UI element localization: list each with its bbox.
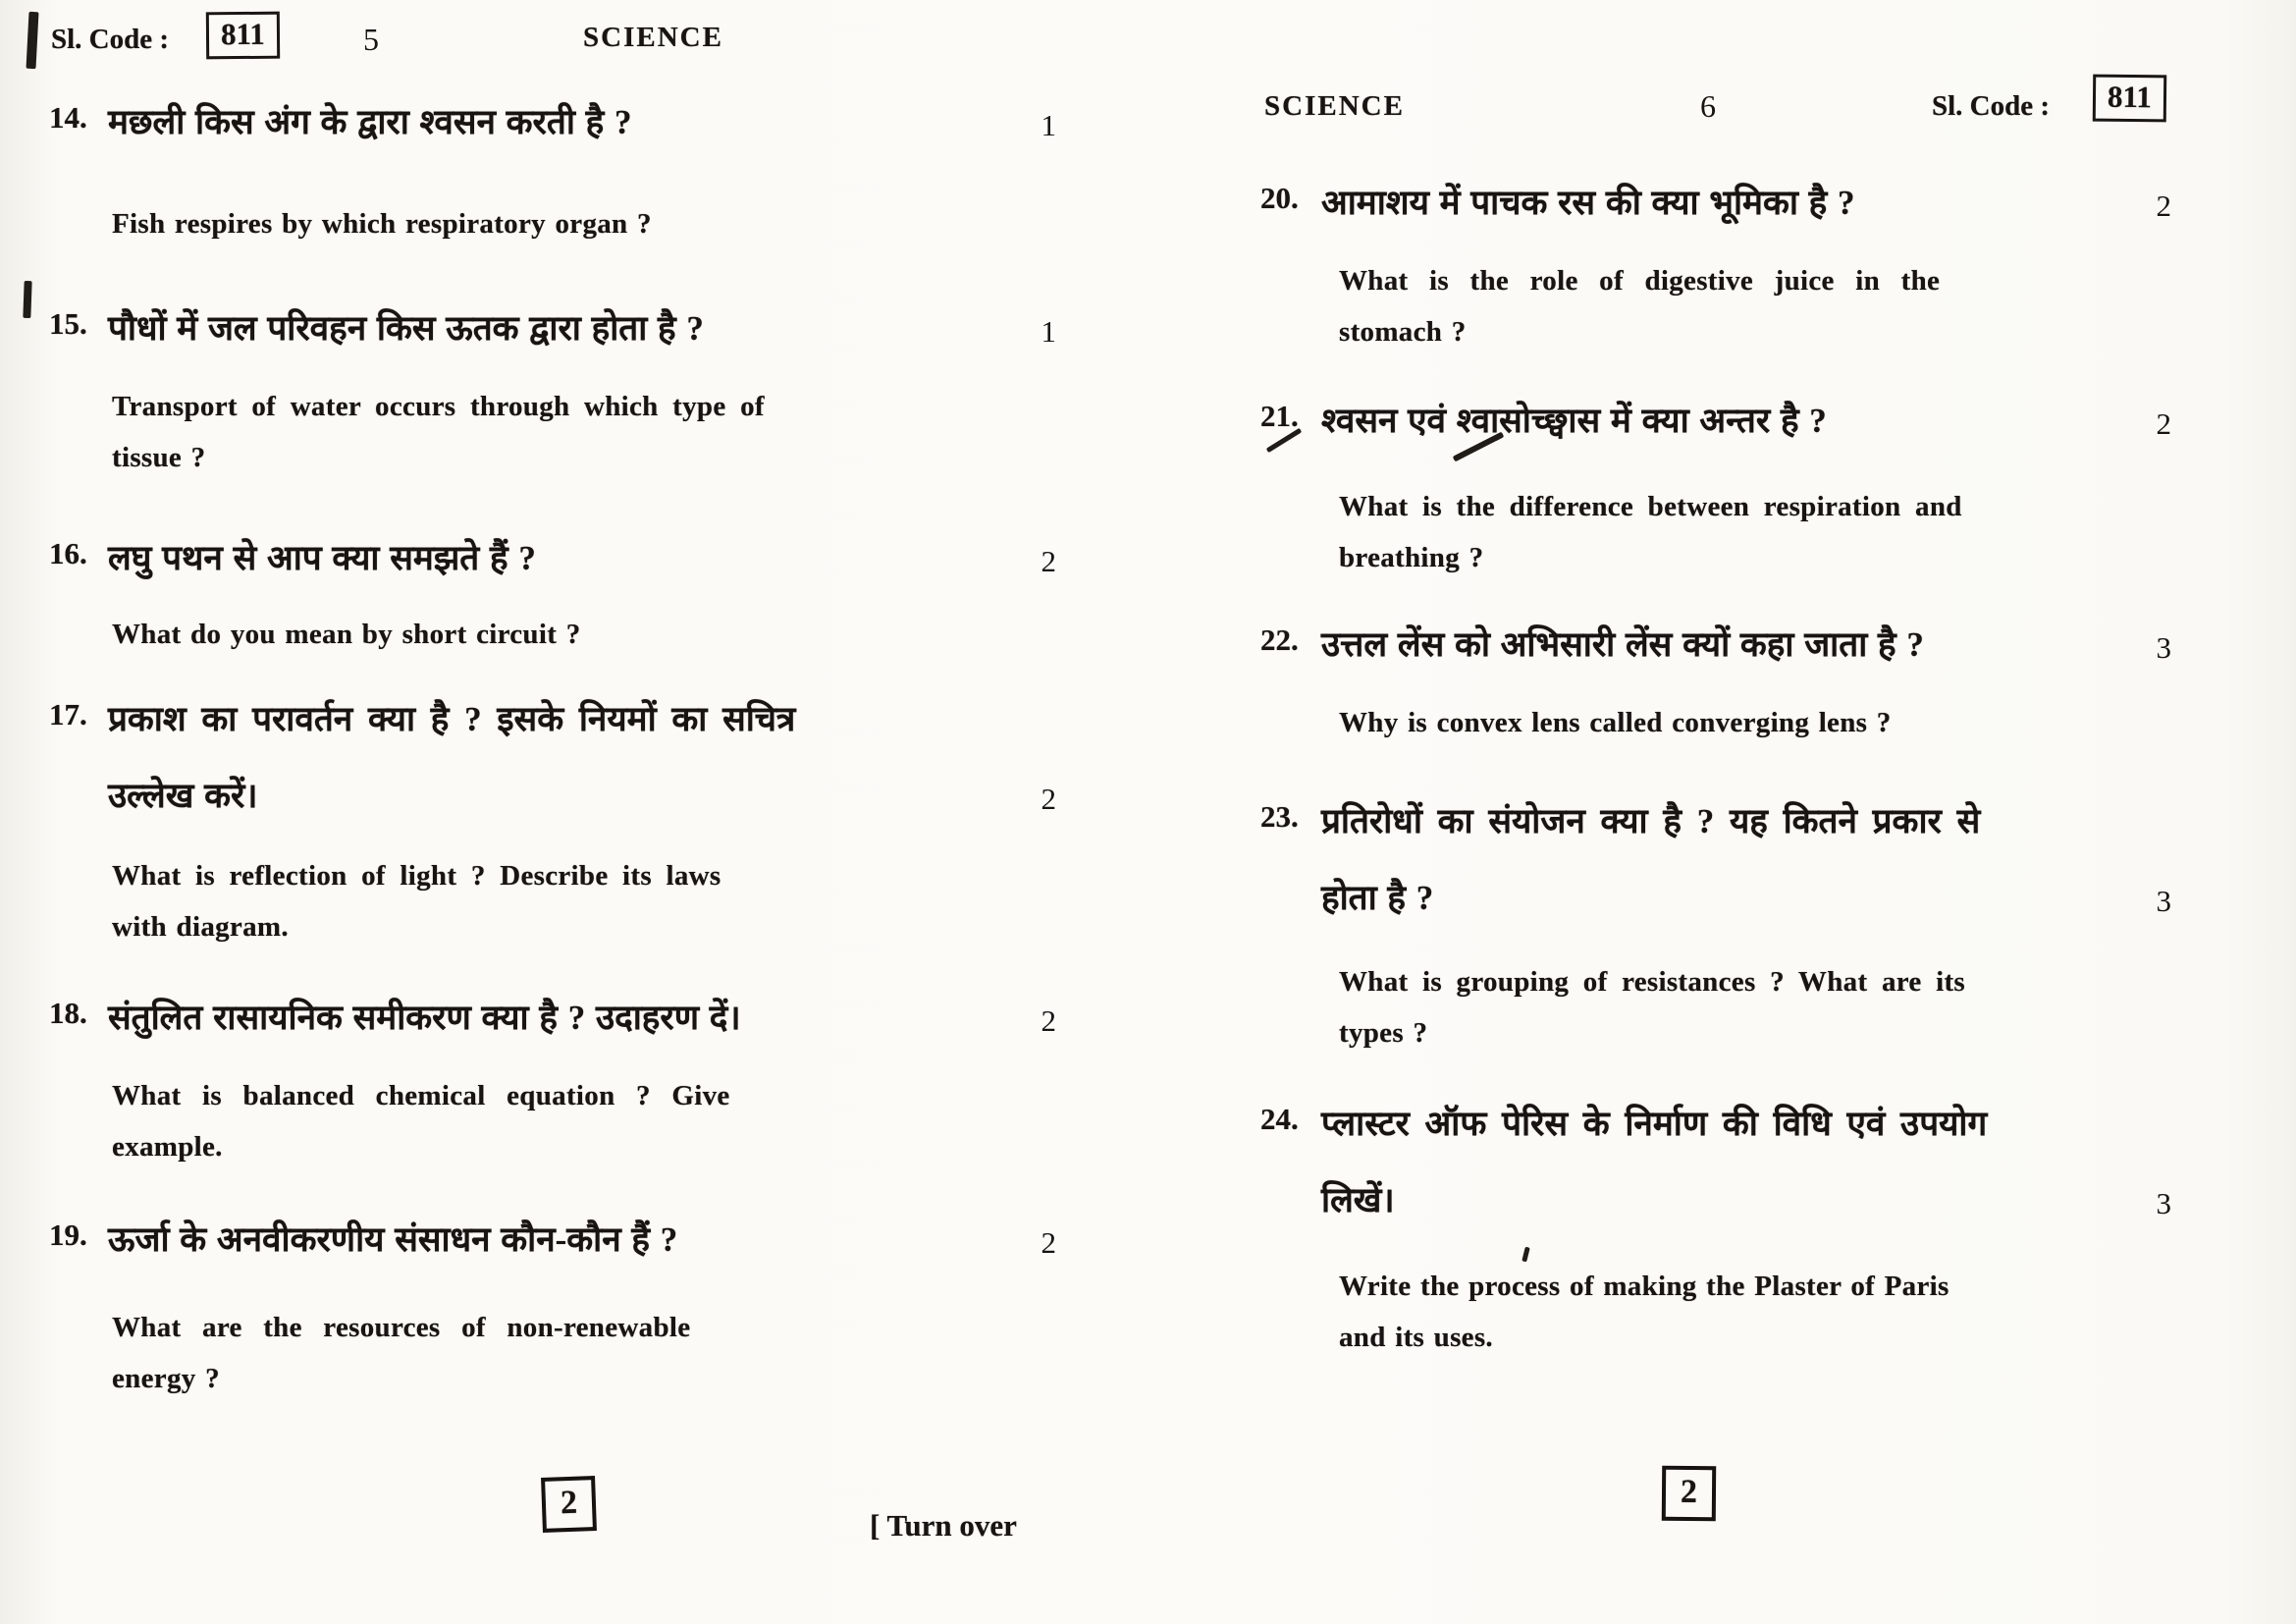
question-text-english: What is the role of digestive juice in the [1339, 265, 1941, 297]
footer-page-number-box: 2 [1662, 1466, 1716, 1521]
question-16 [37, 520, 1135, 660]
question-text-english: with diagram. [112, 911, 289, 943]
question-text-hindi: प्रकाश का परावर्तन क्या है ? इसके नियमों का सचित्र [108, 700, 796, 738]
subject-title: SCIENCE [583, 22, 723, 53]
question-15 [37, 291, 1135, 483]
question-text-hindi: होता है ? [1321, 879, 1434, 917]
question-number: 17. [49, 697, 87, 731]
question-20 [1256, 165, 2250, 357]
question-text-english: tissue ? [112, 442, 206, 473]
question-text-hindi: श्वसन एवं श्वासोच्छ्वास में क्या अन्तर है ? [1321, 402, 1827, 440]
question-number: 23. [1260, 799, 1299, 834]
question-number: 21. [1260, 399, 1299, 433]
question-21 [1256, 383, 2250, 583]
question-text-english: example. [112, 1131, 223, 1163]
question-marks: 3 [2156, 1186, 2171, 1220]
page-5-header [37, 0, 1135, 84]
question-text-english: Fish respires by which respiratory organ ? [112, 208, 652, 240]
turn-over-note: [ Turn over [870, 1508, 1017, 1543]
question-23 [1256, 784, 2250, 1058]
question-text-english: and its uses. [1339, 1322, 1493, 1353]
footer-page-number-box: 2 [541, 1476, 597, 1533]
question-text-english: types ? [1339, 1017, 1428, 1049]
question-text-hindi: लिखें। [1321, 1181, 1395, 1219]
question-text-english: stomach ? [1339, 316, 1467, 348]
question-19 [37, 1202, 1135, 1404]
question-marks: 1 [1041, 314, 1056, 349]
question-number: 24. [1260, 1102, 1299, 1136]
question-marks: 1 [1041, 108, 1056, 142]
sl-code-box: 811 [2093, 75, 2166, 123]
question-text-english: What is grouping of resistances ? What are its [1339, 966, 1966, 998]
question-text-english: What is the difference between respiration and [1339, 491, 1962, 522]
question-22 [1256, 607, 2250, 748]
question-text-hindi: मछली किस अंग के द्वारा श्वसन करती है ? [108, 103, 632, 141]
subject-title: SCIENCE [1264, 90, 1405, 122]
question-text-hindi: पौधों में जल परिवहन किस ऊतक द्वारा होता है ? [108, 309, 704, 348]
exam-page-5 [37, 0, 1135, 1624]
question-text-english: What is reflection of light ? Describe its laws [112, 860, 721, 892]
question-text-hindi: संतुलित रासायनिक समीकरण क्या है ? उदाहरण दें। [108, 999, 741, 1037]
question-text-hindi: उल्लेख करें। [108, 777, 258, 815]
question-number: 22. [1260, 623, 1299, 657]
question-17 [37, 681, 1135, 952]
question-18 [37, 980, 1135, 1172]
question-text-english: Write the process of making the Plaster of Paris [1339, 1271, 1949, 1302]
question-marks: 2 [1041, 1225, 1056, 1260]
question-marks: 2 [2156, 406, 2171, 441]
scan-artifact [23, 281, 31, 318]
question-marks: 3 [2156, 630, 2171, 665]
question-number: 15. [49, 306, 87, 341]
question-marks: 2 [1041, 544, 1056, 578]
question-text-english: Why is convex lens called converging lens ? [1339, 707, 1892, 738]
question-text-hindi: आमाशय में पाचक रस की क्या भूमिका है ? [1321, 184, 1855, 222]
question-text-hindi: प्लास्टर ऑफ पेरिस के निर्माण की विधि एवं उपयोग [1321, 1105, 1988, 1143]
question-text-english: Transport of water occurs through which type of [112, 391, 765, 422]
question-text-hindi: लघु पथन से आप क्या समझते हैं ? [108, 539, 536, 577]
exam-page-6 [1256, 0, 2250, 1624]
question-number: 20. [1260, 181, 1299, 215]
question-number: 18. [49, 996, 87, 1030]
question-14 [37, 84, 1135, 249]
page-6-header [1256, 0, 2250, 165]
question-text-hindi: उत्तल लेंस को अभिसारी लेंस क्यों कहा जाता है ? [1321, 625, 1924, 664]
question-marks: 2 [1041, 782, 1056, 816]
question-text-english: breathing ? [1339, 542, 1484, 573]
question-text-hindi: ऊर्जा के अनवीकरणीय संसाधन कौन-कौन हैं ? [108, 1220, 678, 1259]
question-24 [1256, 1086, 2250, 1363]
question-text-english: What are the resources of non-renewable [112, 1312, 691, 1343]
sl-code-label: Sl. Code : [1932, 90, 2051, 122]
page-number: 5 [363, 22, 379, 57]
sl-code-box: 811 [206, 12, 280, 60]
question-marks: 2 [1041, 1003, 1056, 1038]
question-marks: 2 [2156, 189, 2171, 223]
question-number: 14. [49, 100, 87, 135]
question-number: 19. [49, 1218, 87, 1252]
sl-code-label: Sl. Code : [51, 24, 170, 55]
question-text-english: What do you mean by short circuit ? [112, 619, 581, 650]
question-marks: 3 [2156, 884, 2171, 918]
question-text-hindi: प्रतिरोधों का संयोजन क्या है ? यह कितने प्रकार से [1321, 802, 1981, 840]
question-text-english: What is balanced chemical equation ? Give [112, 1080, 730, 1111]
question-text-english: energy ? [112, 1363, 220, 1394]
page-number: 6 [1700, 88, 1716, 124]
question-number: 16. [49, 536, 87, 570]
